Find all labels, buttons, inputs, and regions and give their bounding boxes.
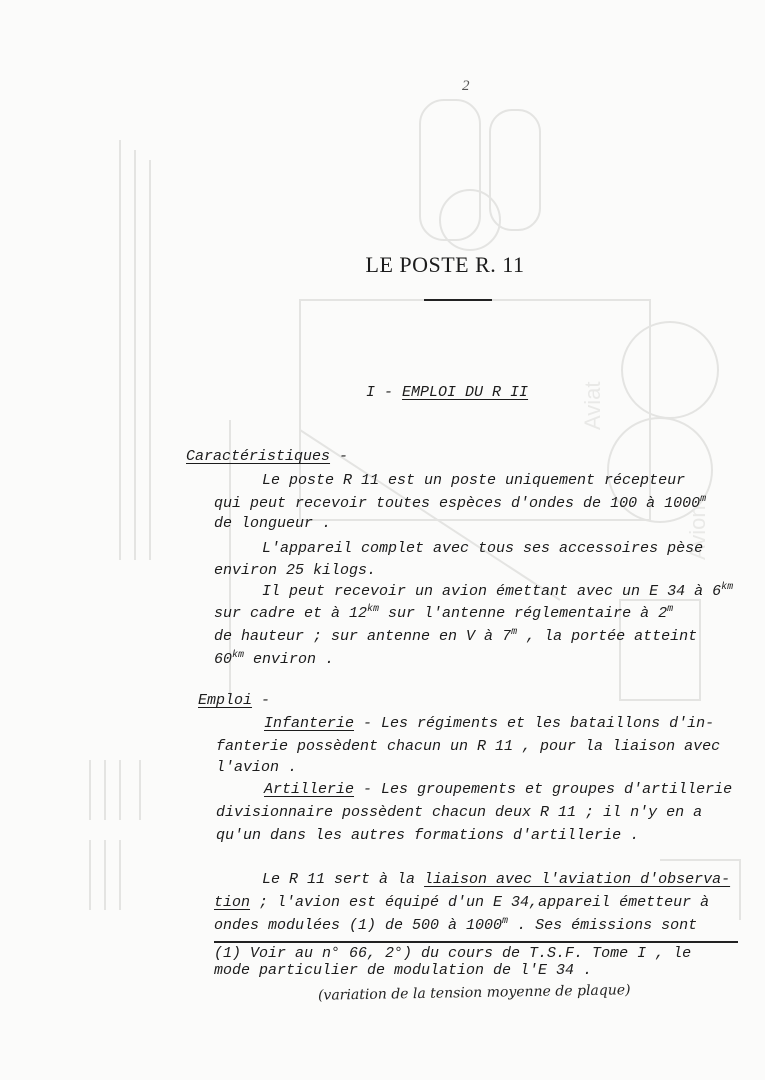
text-line: l'avion . <box>216 759 298 776</box>
text-line: environ 25 kilogs. <box>214 562 377 579</box>
text-line: L'appareil complet avec tous ses accessoires pèse <box>262 540 704 557</box>
text-line: de hauteur ; sur antenne en V à 7$^m$ , la portée atteint <box>214 627 698 645</box>
section-heading: I - EMPLOI DU R II <box>366 384 529 401</box>
footnote-line: mode particulier de modulation de l'E 34 . <box>214 962 593 979</box>
text-line: tion ; l'avion est équipé d'un E 34,appareil émetteur à <box>214 894 710 911</box>
text-line: qui peut recevoir toutes espèces d'ondes de 100 à 1000$^m$ <box>214 494 707 512</box>
text-line: Infanterie - Les régiments et les bataillons d'in- <box>264 715 715 732</box>
text-line: Artillerie - Les groupements et groupes d'artillerie <box>264 781 733 798</box>
text-line: Le poste R 11 est un poste uniquement récepteur <box>262 472 686 489</box>
text-line: ondes modulées (1) de 500 à 1000$^m$ . Ses émissions sont <box>214 916 698 934</box>
page-title: LE POSTE R. 11 <box>365 252 525 277</box>
svg-text:Avion: Avion <box>685 505 710 560</box>
footnote-line: (1) Voir au n° 66, 2°) du cours de T.S.F. Tome I , le <box>214 945 692 962</box>
text-line: de longueur . <box>214 515 332 532</box>
handwritten-note: (variation de la tension moyenne de plaque) <box>317 982 631 1004</box>
emploi-heading: Emploi - <box>198 692 271 709</box>
text-line: divisionnaire possèdent chacun deux R 11 ; il n'y en a <box>216 804 703 821</box>
caracteristiques-heading: Caractéristiques - <box>186 448 349 465</box>
page-number: 2 <box>462 78 470 94</box>
footnote-rule <box>214 941 738 943</box>
svg-text:Aviat: Aviat <box>580 381 605 430</box>
title-rule <box>424 299 492 301</box>
text-line: $60^{km}$ environ . <box>214 650 335 668</box>
text-line: fanterie possèdent chacun un R 11 , pour la liaison avec <box>216 738 721 755</box>
text-line: qu'un dans les autres formations d'artillerie . <box>216 827 640 844</box>
text-line: Il peut recevoir un avion émettant avec un E 34 à $6^{km}$ <box>262 582 734 600</box>
text-line: Le R 11 sert à la liaison avec l'aviation d'observa- <box>262 871 731 888</box>
text-line: sur cadre et à $12^{km}$ sur l'antenne réglementaire à 2$^m$ <box>214 604 674 622</box>
